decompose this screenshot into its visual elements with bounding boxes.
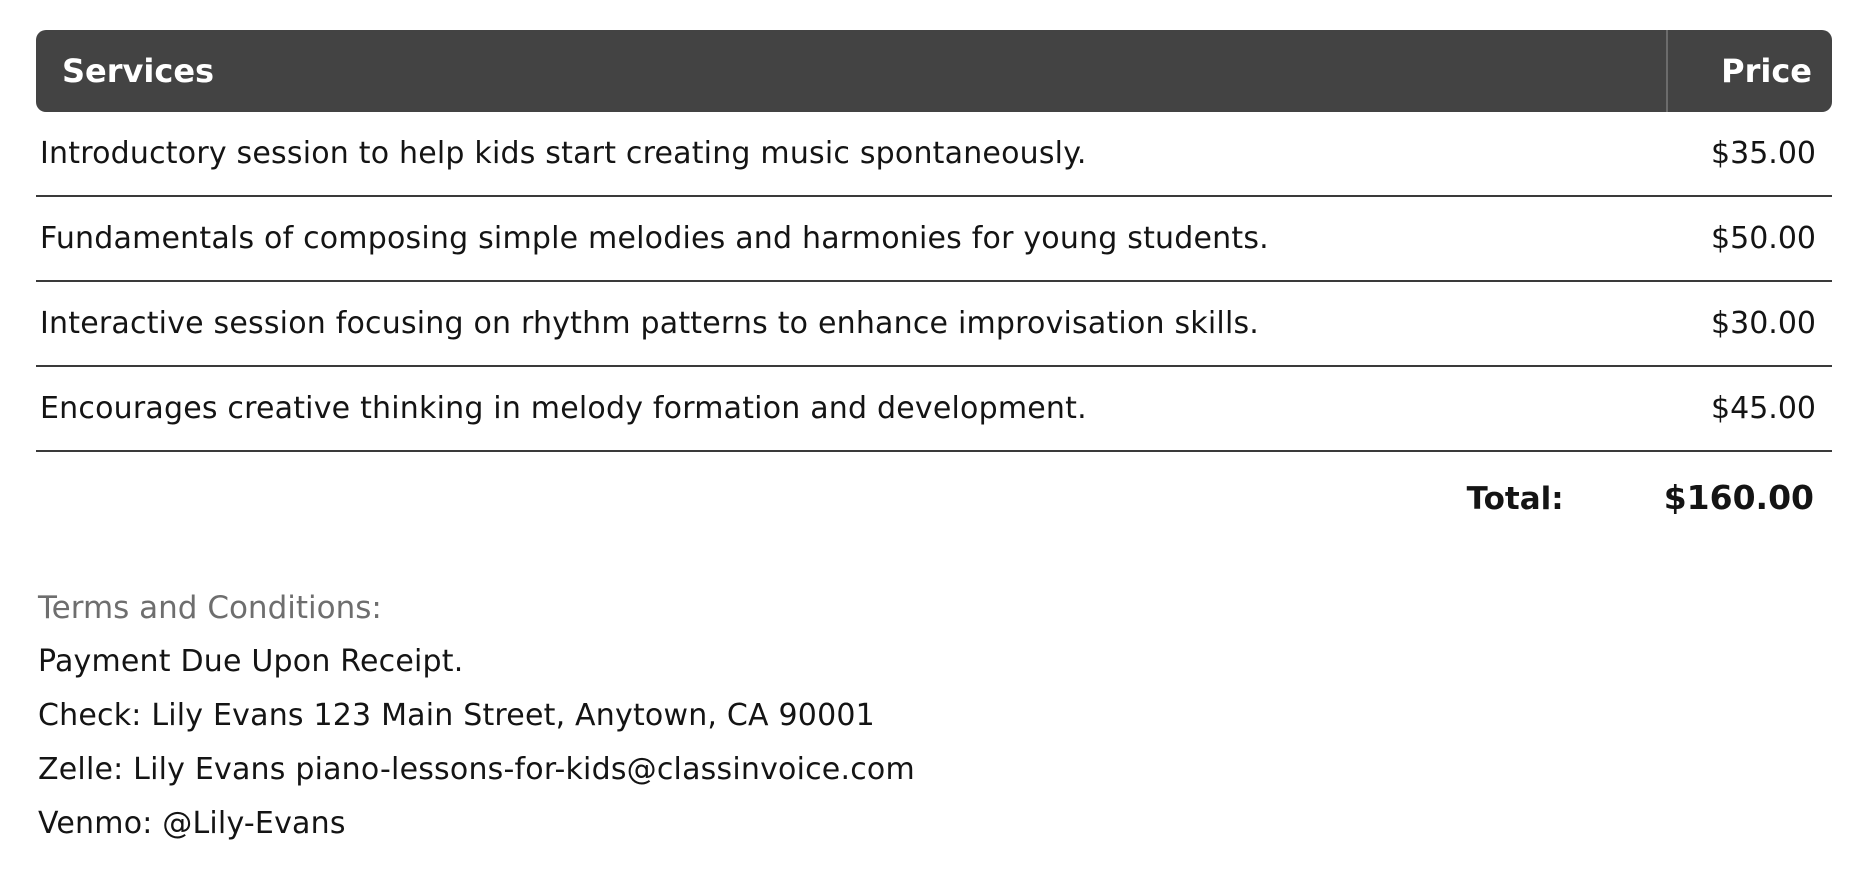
total-row <box>36 478 1832 517</box>
column-header-price: Price <box>1666 30 1832 112</box>
terms-and-conditions-section <box>36 581 1832 851</box>
total-label: Total: <box>1466 481 1564 517</box>
service-price: $30.00 <box>1711 306 1816 341</box>
service-description: Interactive session focusing on rhythm patterns to enhance improvisation skills. <box>40 306 1260 341</box>
services-table <box>36 30 1832 517</box>
terms-heading: Terms and Conditions: <box>38 590 382 626</box>
terms-line-payment: Payment Due Upon Receipt. <box>38 644 464 679</box>
total-value: $160.00 <box>1663 478 1814 517</box>
service-description: Encourages creative thinking in melody formation and development. <box>40 391 1087 426</box>
service-description: Fundamentals of composing simple melodies and harmonies for young students. <box>40 221 1269 256</box>
table-row <box>36 282 1832 367</box>
terms-line-check: Check: Lily Evans 123 Main Street, Anytown, CA 90001 <box>38 698 875 733</box>
service-price: $35.00 <box>1711 136 1816 171</box>
table-row <box>36 112 1832 197</box>
service-price: $50.00 <box>1711 221 1816 256</box>
terms-line-venmo: Venmo: @Lily-Evans <box>38 806 346 841</box>
table-row <box>36 197 1832 282</box>
service-description: Introductory session to help kids start creating music spontaneously. <box>40 136 1087 171</box>
table-row <box>36 367 1832 452</box>
terms-line-zelle: Zelle: Lily Evans piano-lessons-for-kids@classinvoice.com <box>38 752 915 787</box>
column-header-services: Services <box>62 52 215 90</box>
table-header-row <box>36 30 1832 112</box>
service-price: $45.00 <box>1711 391 1816 426</box>
